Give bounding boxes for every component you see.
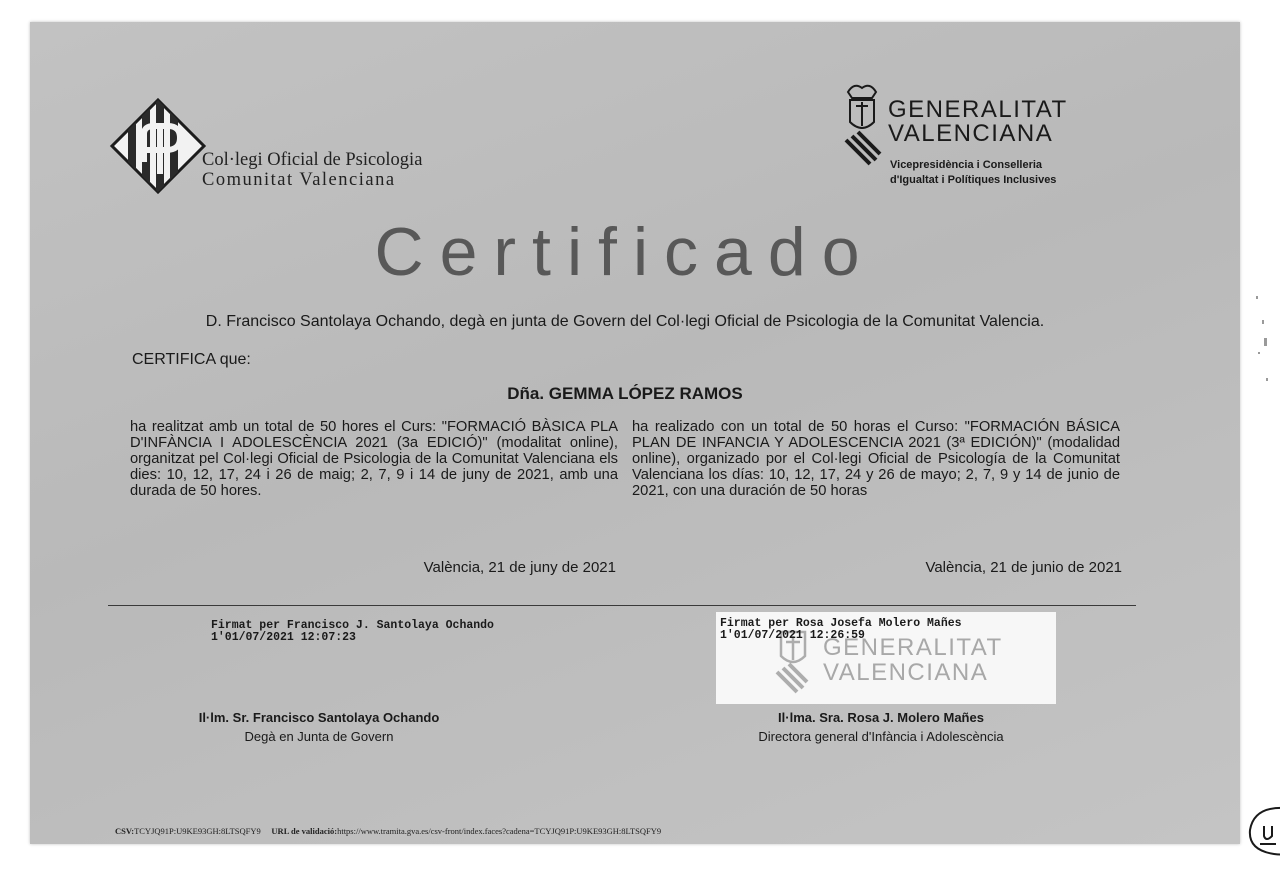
- csv-footer: [115, 826, 661, 836]
- csv-code: TCYJQ91P:U9KE93GH:8LTSQFY9: [134, 826, 261, 836]
- handwritten-page-mark: [1244, 804, 1280, 860]
- conselleria-name: [890, 158, 1056, 188]
- gv-line-1: GENERALITAT: [888, 96, 1068, 123]
- certificate-sheet: [30, 22, 1240, 844]
- date-catalan: València, 21 de juny de 2021: [423, 559, 616, 576]
- signer-left: [129, 708, 509, 746]
- signer-left-name: Il·lm. Sr. Francisco Santolaya Ochando: [198, 710, 440, 725]
- body-spanish: ha realizado con un total de 50 horas el Curso: "FORMACIÓN BÁSICA PLAN DE INFANCIA Y ADOLESCENCIA 2021 (3ª EDICIÓN)" (modalidad online), organizado por el Col·legi Oficial de Psicología de la Comunitat Valenciana los días: 10, 12, 17, 24 y 26 de mayo; 2, 7, 9 y 14 de junio de 2021, con una duración de 50 horas: [632, 419, 1120, 499]
- gv-line-2: VALENCIANA: [888, 120, 1054, 147]
- coleg-line-1: Col·legi Oficial de Psicologia: [202, 150, 423, 170]
- signer-left-role: Degà en Junta de Govern: [244, 729, 394, 744]
- signer-right-role: Directora general d'Infància i Adolescència: [758, 729, 1004, 744]
- stamp-left-line-2: 1'01/07/2021 12:07:23: [211, 631, 356, 644]
- coleg-line-2: Comunitat Valenciana: [202, 170, 396, 190]
- generalitat-logo: [840, 82, 1140, 192]
- csv-label: CSV:: [115, 826, 135, 836]
- intro-text: D. Francisco Santolaya Ochando, degà en junta de Govern del Col·legi Oficial de Psicologia de la Comunitat Valencia.: [205, 313, 1045, 330]
- url-label: URL de validació:: [271, 826, 338, 836]
- signer-right: [691, 708, 1071, 746]
- date-spanish: València, 21 de junio de 2021: [925, 559, 1122, 576]
- seal-line-1: GENERALITAT: [823, 634, 1003, 661]
- seal-line-2: VALENCIANA: [823, 659, 989, 686]
- generalitat-title: [888, 98, 1068, 146]
- recipient-name: Dña. GEMMA LÓPEZ RAMOS: [507, 384, 743, 403]
- coleg-psicologia-logo: [108, 96, 208, 196]
- gv-sub-line-1: Vicepresidència i Conselleria: [890, 159, 1043, 171]
- signature-stamp-left: [211, 620, 494, 644]
- coleg-name: [202, 150, 422, 190]
- seal-text: [823, 635, 1003, 685]
- gv-sub-line-2: d'Igualtat i Polítiques Inclusives: [890, 174, 1057, 186]
- signer-right-name: Il·lma. Sra. Rosa J. Molero Mañes: [778, 710, 984, 725]
- document-title: Certificado: [374, 214, 876, 290]
- signature-stamp-right: [720, 618, 962, 642]
- body-catalan: ha realitzat amb un total de 50 hores el Curs: "FORMACIÓ BÀSICA PLA D'INFÀNCIA I ADOLESCÈNCIA 2021 (3a EDICIÓ)" (modalitat online), organitzat pel Col·legi Oficial de Psicologia de la Comunitat Valenciana els dies: 10, 12, 17, 24 i 26 de maig; 2, 7, 9 i 14 de juny de 2021, amb una durada de 50 hores.: [130, 419, 618, 499]
- validation-url[interactable]: https://www.tramita.gva.es/csv-front/index.faces?cadena=TCYJQ91P:U9KE93GH:8LTSQFY9: [337, 826, 662, 836]
- certifica-label: CERTIFICA que:: [132, 351, 251, 368]
- stamp-right-line-1: Firmat per Rosa Josefa Molero Mañes: [720, 617, 962, 630]
- generalitat-seal: [716, 612, 1056, 704]
- generalitat-emblem-icon: [840, 82, 884, 174]
- stamp-right-line-2: 1'01/07/2021 12:26:59: [720, 629, 865, 642]
- scan-specks: [1252, 290, 1272, 400]
- stamp-left-line-1: Firmat per Francisco J. Santolaya Ochando: [211, 619, 494, 632]
- signature-divider: [108, 605, 1136, 606]
